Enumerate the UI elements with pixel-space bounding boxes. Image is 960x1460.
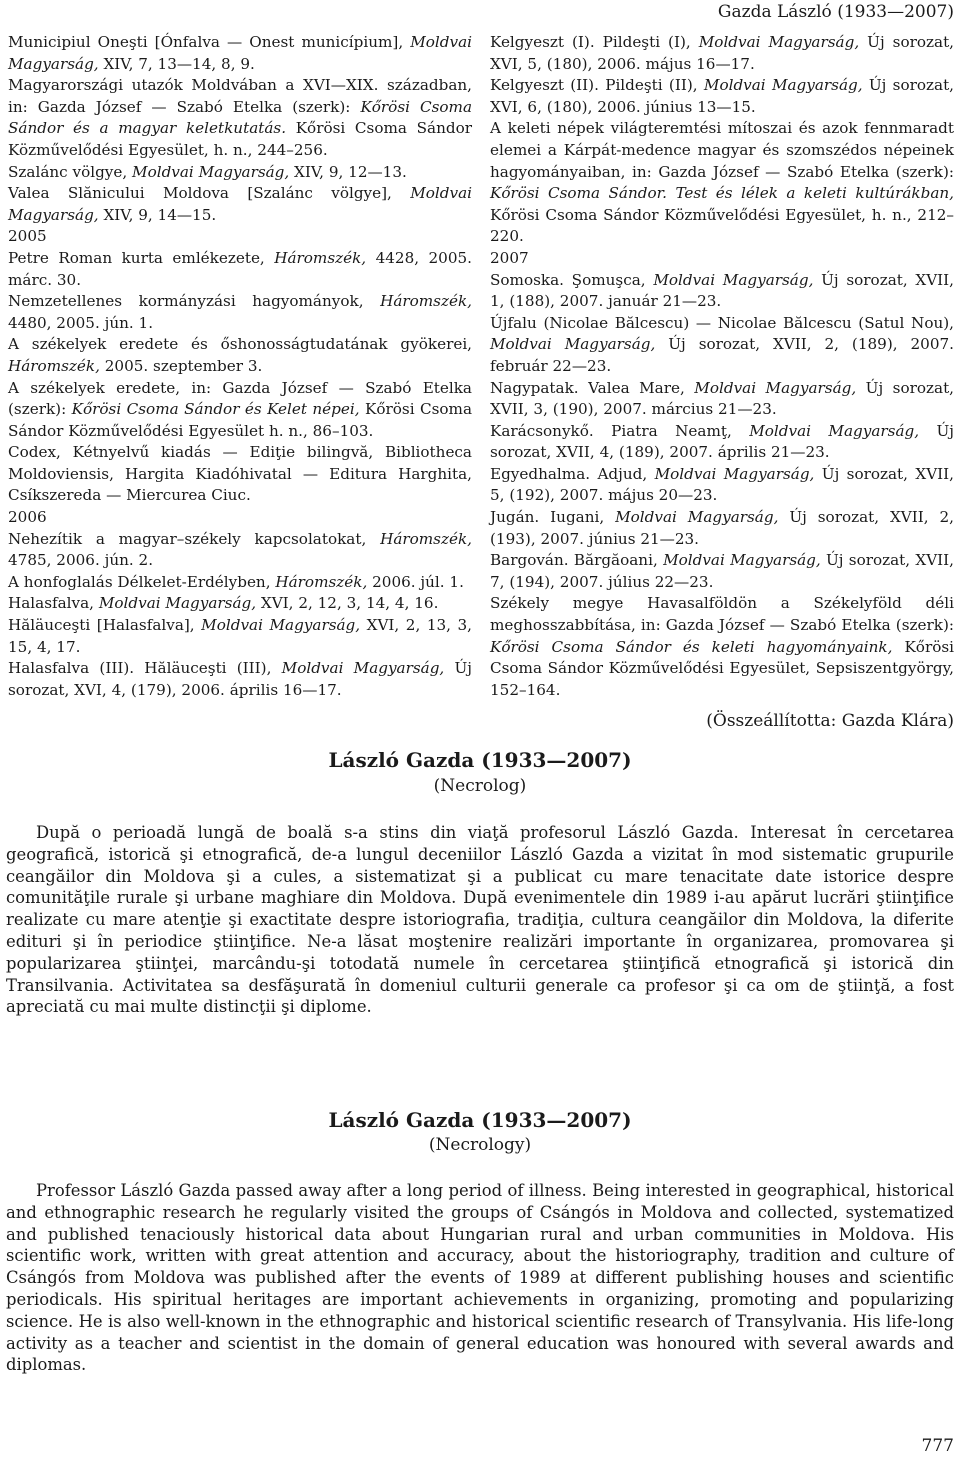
romanian-obituary-title: László Gazda (1933—2007) <box>328 748 632 772</box>
romanian-obituary-text: După o perioadă lungă de boală s-a stins din viaţă profesorul László Gazda. Interesat în cercetarea geografică, istorică şi etnografică, de-a lungul deceniilor László Gazda a vizitat în mod sistematic grupurile ceangăilor din Moldova şi a cules, a sistematizat şi a publicat cu mare tenacitate date istorice despre comunităţile rurale şi urbane maghiare din Moldova. După evenimentele din 1989 i-au apărut lucrări ştiinţifice realizate cu mare atenţie şi exactitate despre istoriografia, tradiţia, cultura ceangăilor din Moldova, la diferite edituri şi în periodice ştiinţifice. Ne-a lăsat moştenire realizări importante în organizarea, promovarea şi popularizarea ştiinţei, marcându-şi totodată numele în cercetarea ştiinţifică etnografică şi istorică din Transilvania. Activitatea sa desfăşurată în domeniul culturii generale ca profesor şi ca om de ştiinţă, a fost apreciată cu mai multe distincţii şi diplome. <box>6 823 954 1017</box>
bibliography-entry: Újfalu (Nicolae Bălcescu) — Nicolae Bălcescu (Satul Nou), Moldvai Magyarság, Új sorozat, XVII, 2, (189), 2007. február 22—23. <box>490 313 955 375</box>
bibliography-entry: Kelgyeszt (I). Pildeşti (I), Moldvai Magyarság, Új sorozat, XVI, 5, (180), 2006. május 16—17. <box>490 33 955 73</box>
bibliography-entry: Halasfalva (III). Hăläuceşti (III), Moldvai Magyarság, Új sorozat, XVI, 4, (179), 2006. április 16—17. <box>8 659 472 699</box>
bibliography-entry: Hăläuceşti [Halasfalva], Moldvai Magyarság, XVI, 2, 13, 3, 15, 4, 17. <box>8 616 473 656</box>
english-obituary-subtitle: (Necrology) <box>428 1135 532 1155</box>
bibliography-entry: Egyedhalma. Adjud, Moldvai Magyarság, Új sorozat, XVII, 5, (192), 2007. május 20—23. <box>490 464 954 505</box>
bibliography-entry: Nagypatak. Valea Mare, Moldvai Magyarság, Új sorozat, XVII, 3, (190), 2007. március 21—23. <box>490 378 955 419</box>
english-obituary-text: Professor László Gazda passed away after a long period of illness. Being interested in geographical, historical and ethnographic research he regularly visited the groups of Csángós in Moldova and collected, systematized and published tenaciously historical data about Hungarian rural and urban communities in Moldova. His scientific work, written with great attention and accuracy, about the historiography, tradition and culture of Csángós from Moldova was published after the events of 1989 at different publishing houses and scientific periodicals. His spiritual heritages are important achievements in organizing, promoting and popularizing science. He is also well-known in the ethnographic and historical scientific research of Transylvania. His life-long activity as a teacher and scientist in the domain of general education was honoured with several awards and diplomas. <box>6 1181 954 1375</box>
year-heading: 2007 <box>490 248 529 267</box>
bibliography-right-column <box>490 32 954 733</box>
bibliography-entry: Somoska. Şomuşca, Moldvai Magyarság, Új sorozat, XVII, 1, (188), 2007. január 21—23. <box>490 270 954 311</box>
page-number: 777 <box>921 1436 954 1456</box>
year-heading: 2006 <box>8 508 47 527</box>
bibliography-left-column <box>8 32 472 701</box>
bibliography-entry: Halasfalva, Moldvai Magyarság, XVI, 2, 12, 3, 14, 4, 16. <box>8 594 439 613</box>
year-heading: 2005 <box>8 227 47 246</box>
bibliography-entry: Petre Roman kurta emlékezete, Háromszék, 4428, 2005. márc. 30. <box>8 248 472 289</box>
romanian-obituary-subtitle: (Necrolog) <box>433 776 527 796</box>
bibliography-entry: A keleti népek világteremtési mítoszai és azok fennmaradt elemei a Kárpát-medence magyar és szomszédos népeinek hagyományaiban, in: Gazda József — Szabó Etelka (szerk): Kőrösi Csoma Sándor. Test és lélek a keleti kultúrákban, Kőrösi Csoma Sándor Közművelődési Egyesület, h. n., 212–220. <box>490 119 954 246</box>
bibliography-entry: Karácsonykő. Piatra Neamţ, Moldvai Magyarság, Új sorozat, XVII, 4, (189), 2007. április 21—23. <box>490 421 954 462</box>
bibliography-entry: A honfoglalás Délkelet-Erdélyben, Háromszék, 2006. júl. 1. <box>8 572 464 591</box>
bibliography-entry: Székely megye Havasalföldön a Székelyföld déli meghosszabbítása, in: Gazda József — Szabó Etelka (szerk): Kőrösi Csoma Sándor és keleti hagyományaink, Kőrösi Csoma Sándor Közművelődési Egyesület, Sepsiszentgyörgy, 152–164. <box>490 594 955 699</box>
bibliography-entry: Jugán. Iugani, Moldvai Magyarság, Új sorozat, XVII, 2, (193), 2007. június 21—23. <box>490 508 955 548</box>
bibliography-entry: Szalánc völgye, Moldvai Magyarság, XIV, 9, 12—13. <box>8 162 407 181</box>
bibliography-entry: Codex, Kétnyelvű kiadás — Ediţie bilingvă, Bibliotheca Moldoviensis, Hargita Kiadóhivatal — Editura Harghita, Csíkszereda — Miercurea Ciuc. <box>8 443 472 505</box>
bibliography-entry: Nehezítik a magyar–székely kapcsolatokat, Háromszék, 4785, 2006. jún. 2. <box>8 529 472 570</box>
bibliography-entry: Nemzetellenes kormányzási hagyományok, Háromszék, 4480, 2005. jún. 1. <box>8 292 472 332</box>
bibliography-entry: Kelgyeszt (II). Pildeşti (II), Moldvai Magyarság, Új sorozat, XVI, 6, (180), 2006. június 13—15. <box>490 76 954 116</box>
compiler-note: (Összeállította: Gazda Klára) <box>706 711 954 732</box>
bibliography-entry: Municipiul Oneşti [Ónfalva — Onest municípium], Moldvai Magyarság, XIV, 7, 13—14, 8, 9. <box>8 33 472 73</box>
english-obituary-title: László Gazda (1933—2007) <box>328 1108 632 1132</box>
bibliography-entry: Magyarországi utazók Moldvában a XVI—XIX. században, in: Gazda József — Szabó Etelka (szerk): Kőrösi Csoma Sándor és a magyar keletkutatás. Kőrösi Csoma Sándor Közművelődési Egyesület, h. n., 244–256. <box>8 76 473 159</box>
bibliography-entry: A székelyek eredete és őshonosságtudatának gyökerei, Háromszék, 2005. szeptember 3. <box>8 335 472 375</box>
bibliography-entry: A székelyek eredete, in: Gazda József — Szabó Etelka (szerk): Kőrösi Csoma Sándor és Kelet népei, Kőrösi Csoma Sándor Közművelődési Egyesület h. n., 86–103. <box>8 378 473 440</box>
bibliography-entry: Valea Slănicului Moldova [Szalánc völgye], Moldvai Magyarság, XIV, 9, 14—15. <box>8 184 472 224</box>
running-header: Gazda László (1933—2007) <box>717 2 954 22</box>
bibliography-entry: Bargován. Bărgăoani, Moldvai Magyarság, Új sorozat, XVII, 7, (194), 2007. július 22—23. <box>490 551 954 591</box>
